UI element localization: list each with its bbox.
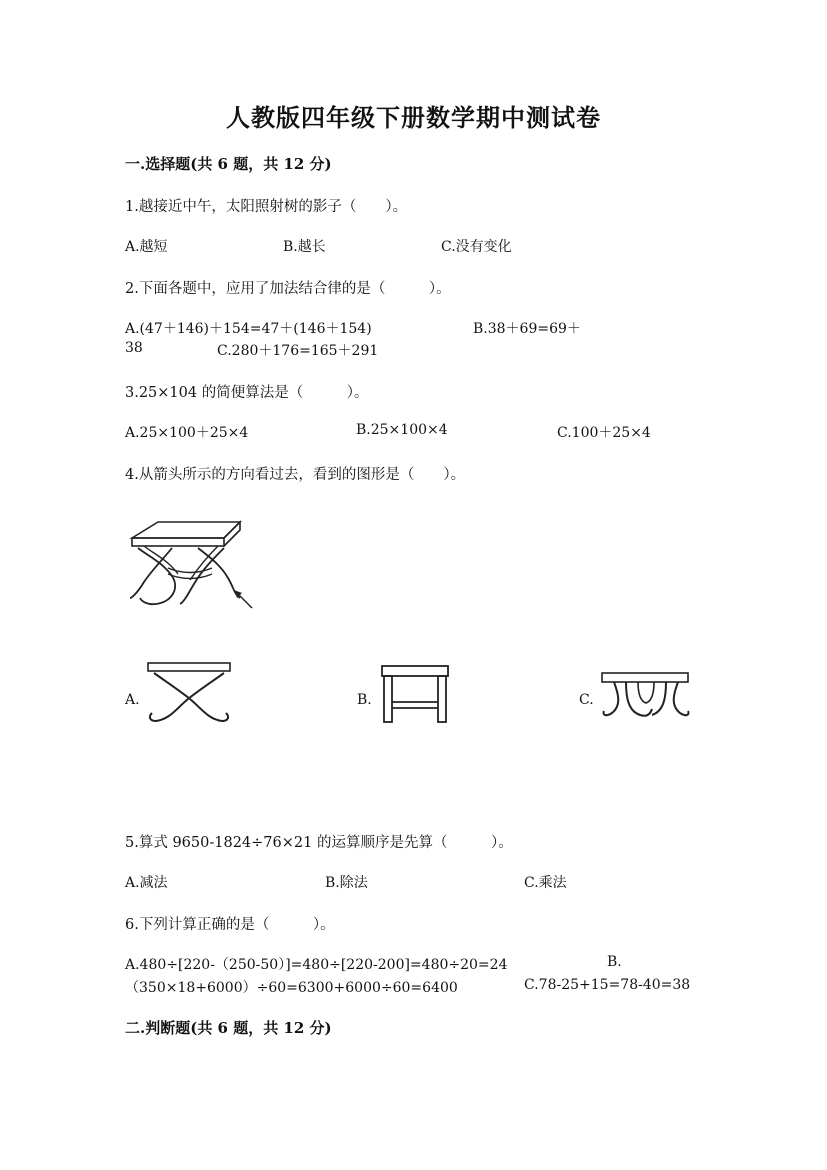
q6-option-b: B. [607,954,622,970]
q1-option-a: A.越短 [125,239,168,255]
question-2: 2.下面各题中，应用了加法结合律的是（ ）。 [125,281,451,297]
q1-option-c: C.没有变化 [441,239,512,255]
section-heading-choice: 一.选择题(共 6 题，共 12 分) [125,155,332,173]
q2-option-b-continued: 38 [125,340,143,356]
q5-option-b: B.除法 [325,875,368,891]
q5-option-c: C.乘法 [524,875,567,891]
q4-option-c: C. [579,692,594,708]
option-b-figure [380,664,452,726]
page-title: 人教版四年级下册数学期中测试卷 [226,103,601,132]
question-4: 4.从箭头所示的方向看过去，看到的图形是（ ）。 [125,467,466,483]
question-6: 6.下列计算正确的是（ ）。 [125,917,335,933]
q5-option-a: A.减法 [125,875,168,891]
q2-option-b: B.38＋69=69＋ [473,321,581,337]
q1-option-b: B.越长 [283,239,326,255]
q6-option-b-continued: （350×18+6000）÷60=6300+6000÷60=6400 [125,980,458,996]
q3-option-c: C.100＋25×4 [557,425,651,441]
q3-option-a: A.25×100＋25×4 [125,425,249,441]
q4-option-b: B. [357,692,372,708]
q6-option-c: C.78-25+15=78-40=38 [524,977,691,993]
q6-option-a: A.480÷[220-（250-50）]=480÷[220-200]=480÷20=24 [125,957,508,973]
q2-option-a: A.(47＋146)＋154=47＋(146＋154) [125,321,372,337]
question-3: 3.25×104 的简便算法是（ ）。 [125,385,369,401]
q4-option-a: A. [125,692,140,708]
question-1: 1.越接近中午，太阳照射树的影子（ ）。 [125,199,408,215]
option-a-figure [146,661,234,727]
question-5: 5.算式 9650-1824÷76×21 的运算顺序是先算（ ）。 [125,835,513,851]
q2-option-c: C.280＋176=165＋291 [217,343,379,359]
section-heading-judgment: 二.判断题(共 6 题，共 12 分) [125,1019,332,1037]
option-c-figure [600,671,692,729]
stool-figure [128,518,258,614]
q3-option-b: B.25×100×4 [356,422,448,438]
